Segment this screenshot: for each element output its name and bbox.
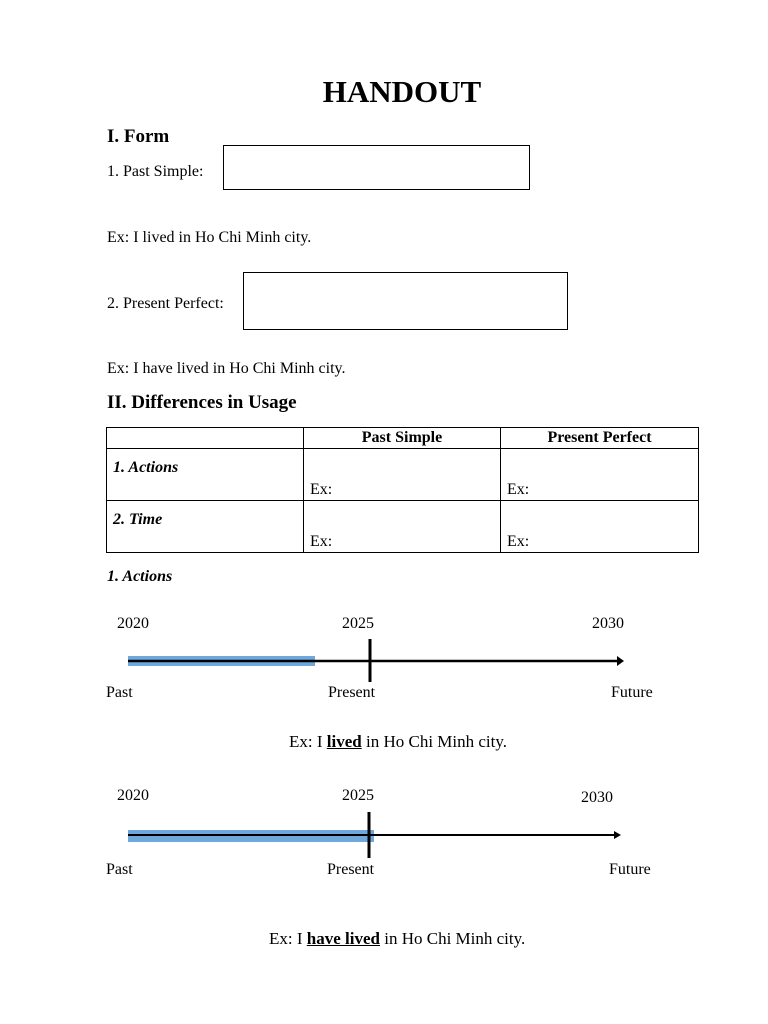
form-heading: I. Form [107, 126, 170, 147]
table-row [107, 449, 699, 501]
table-row [107, 501, 699, 553]
timeline1-example-verb: lived [326, 732, 362, 751]
present-perfect-example: Ex: I have lived in Ho Chi Minh city. [107, 360, 346, 377]
timeline2-label-future: Future [609, 861, 651, 878]
page-title: HANDOUT [322, 74, 482, 109]
actions-heading: 1. Actions [107, 568, 173, 585]
row-label-actions: 1. Actions [107, 449, 304, 501]
timeline2-example-prefix: Ex: I [269, 929, 307, 948]
present-perfect-form-box[interactable] [243, 272, 568, 330]
actions-present-perfect-cell[interactable]: Ex: [501, 449, 699, 501]
past-simple-label: 1. Past Simple: [107, 163, 204, 180]
timeline1-label-future: Future [611, 684, 653, 701]
usage-heading: II. Differences in Usage [107, 392, 297, 413]
timeline2-example [269, 929, 525, 949]
table-header-blank [107, 428, 304, 449]
timeline2-year-present: 2025 [342, 787, 374, 804]
timeline1 [0, 632, 768, 692]
timeline1-example-prefix: Ex: I [289, 732, 327, 751]
actions-past-simple-cell[interactable]: Ex: [304, 449, 501, 501]
timeline1-label-past: Past [106, 684, 133, 701]
timeline1-arrowhead [617, 656, 624, 666]
timeline2-arrowhead [614, 831, 621, 839]
timeline2-year-start: 2020 [117, 787, 149, 804]
timeline1-year-present: 2025 [342, 615, 374, 632]
table-header-past-simple: Past Simple [304, 428, 501, 449]
timeline2-label-past: Past [106, 861, 133, 878]
past-simple-form-box[interactable] [223, 145, 530, 190]
timeline2 [0, 806, 768, 866]
time-past-simple-cell[interactable]: Ex: [304, 501, 501, 553]
timeline1-label-present: Present [328, 684, 376, 701]
timeline1-example [289, 732, 507, 752]
timeline1-example-suffix: in Ho Chi Minh city. [361, 732, 508, 751]
table-header-present-perfect: Present Perfect [501, 428, 699, 449]
timeline2-label-present: Present [327, 861, 375, 878]
row-label-time: 2. Time [107, 501, 304, 553]
past-simple-example: Ex: I lived in Ho Chi Minh city. [107, 229, 312, 246]
present-perfect-label: 2. Present Perfect: [107, 295, 224, 312]
timeline1-year-start: 2020 [117, 615, 149, 632]
usage-table [106, 427, 699, 553]
timeline2-example-suffix: in Ho Chi Minh city. [379, 929, 526, 948]
timeline1-year-end: 2030 [592, 615, 624, 632]
time-present-perfect-cell[interactable]: Ex: [501, 501, 699, 553]
timeline2-year-end: 2030 [581, 789, 613, 806]
timeline2-example-verb: have lived [306, 929, 380, 948]
table-header-row [107, 428, 699, 449]
